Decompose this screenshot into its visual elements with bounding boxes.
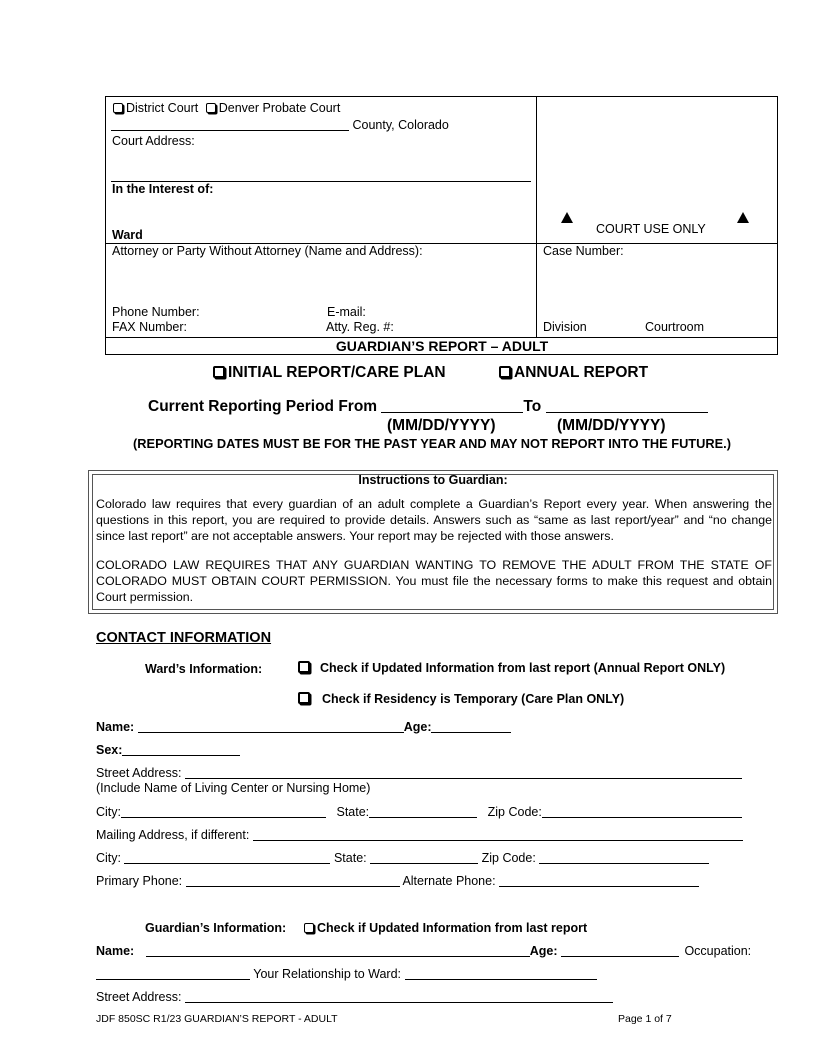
mailing-state-input[interactable] <box>370 851 478 864</box>
period-to-label: To <box>523 398 542 415</box>
case-number-label: Case Number: <box>543 244 624 258</box>
ward-street-label: Street Address: <box>96 766 182 780</box>
relationship-row <box>96 967 597 981</box>
initial-report-checkbox[interactable] <box>213 364 446 382</box>
guardian-name-label: Name: <box>96 944 135 958</box>
ward-city-label: City: <box>96 805 121 819</box>
fax-number-label: FAX Number: <box>112 320 188 334</box>
period-from-label: Current Reporting Period From <box>148 398 378 415</box>
court-use-only-label: COURT USE ONLY <box>596 222 706 236</box>
phone-number-label: Phone Number: <box>112 305 200 319</box>
guardian-age-input[interactable] <box>561 944 679 957</box>
ward-zip-input[interactable] <box>542 805 742 818</box>
ward-sex-input[interactable] <box>122 743 240 756</box>
ward-label: Ward <box>112 228 143 242</box>
ward-mailing-city-row <box>96 851 709 865</box>
ward-updated-label: Check if Updated Information from last report (Annual Report ONLY) <box>320 661 726 675</box>
atty-reg-label: Atty. Reg. #: <box>326 320 394 334</box>
guardians-info-label: Guardian’s Information: <box>145 921 287 935</box>
courtroom-label: Courtroom <box>645 320 705 334</box>
ward-city-input[interactable] <box>121 805 326 818</box>
to-date-format: (MM/DD/YYYY) <box>557 417 666 434</box>
guardian-updated-checkbox[interactable] <box>304 921 587 935</box>
footer-page-number: Page 1 of 7 <box>618 1013 672 1025</box>
triangle-up-icon <box>737 212 749 223</box>
ward-phone-row <box>96 874 699 888</box>
mailing-zip-input[interactable] <box>539 851 709 864</box>
occupation-label: Occupation: <box>684 944 752 958</box>
division-label: Division <box>543 320 587 334</box>
ward-city-row <box>96 805 742 819</box>
ward-mailing-label: Mailing Address, if different: <box>96 828 250 842</box>
county-blank[interactable] <box>111 118 349 131</box>
include-name-note: (Include Name of Living Center or Nursing Home) <box>96 781 371 795</box>
residency-temporary-checkbox[interactable] <box>298 692 624 706</box>
relationship-label: Your Relationship to Ward: <box>253 967 402 981</box>
primary-phone-input[interactable] <box>186 874 400 887</box>
triangle-up-icon <box>561 212 573 223</box>
checkbox-icon <box>213 366 225 378</box>
mailing-city-input[interactable] <box>124 851 330 864</box>
county-field[interactable] <box>111 118 449 132</box>
court-type-options <box>113 101 340 115</box>
form-title: GUARDIAN’S REPORT – ADULT <box>335 338 549 354</box>
instructions-para1: Colorado law requires that every guardian of an adult complete a Guardian’s Report every year. When answering the questions in this report, you are required to provide details. Answers such as “same as last report/year” and “no change since last report” are not acceptable answers. Your report may be rejected with those answers. <box>96 497 772 543</box>
ward-zip-label: Zip Code: <box>487 805 542 819</box>
wards-info-label: Ward’s Information: <box>145 662 263 676</box>
primary-phone-label: Primary Phone: <box>96 874 183 888</box>
ward-age-input[interactable] <box>431 720 511 733</box>
checkbox-icon <box>298 661 310 673</box>
instructions-para2: COLORADO LAW REQUIRES THAT ANY GUARDIAN WANTING TO REMOVE THE ADULT FROM THE STATE OF COLORADO MUST OBTAIN COURT PERMISSION. You must file the necessary forms to make this request and obtain Court permission. <box>96 558 772 604</box>
district-court-label: District Court <box>126 101 199 115</box>
email-label: E-mail: <box>327 305 366 319</box>
ward-street-input[interactable] <box>185 766 742 779</box>
in-the-interest-of-label: In the Interest of: <box>112 182 214 196</box>
residency-temporary-label: Check if Residency is Temporary (Care Plan ONLY) <box>322 692 625 706</box>
reporting-period-row <box>148 398 708 416</box>
ward-state-input[interactable] <box>369 805 477 818</box>
period-note: (REPORTING DATES MUST BE FOR THE PAST YEAR AND MAY NOT REPORT INTO THE FUTURE.) <box>133 436 731 451</box>
from-date-format: (MM/DD/YYYY) <box>387 417 496 434</box>
denver-probate-label: Denver Probate Court <box>218 101 341 115</box>
contact-heading: CONTACT INFORMATION <box>96 630 272 646</box>
alternate-phone-input[interactable] <box>499 874 699 887</box>
checkbox-icon <box>206 103 216 113</box>
checkbox-icon <box>113 103 123 113</box>
mailing-state-label: State: <box>333 851 367 865</box>
relationship-input[interactable] <box>405 967 597 980</box>
period-to-input[interactable] <box>546 398 708 413</box>
denver-probate-checkbox[interactable] <box>206 101 341 115</box>
alternate-phone-label: Alternate Phone: <box>402 874 496 888</box>
ward-updated-checkbox[interactable] <box>298 661 725 675</box>
period-from-input[interactable] <box>381 398 523 413</box>
ward-state-label: State: <box>336 805 370 819</box>
ward-mailing-row <box>96 828 743 842</box>
caption-divider <box>536 96 537 337</box>
county-label: County, Colorado <box>352 118 449 132</box>
attorney-label: Attorney or Party Without Attorney (Name and Address): <box>112 244 423 258</box>
mailing-zip-label: Zip Code: <box>481 851 536 865</box>
initial-report-label: INITIAL REPORT/CARE PLAN <box>228 364 446 381</box>
ward-name-label: Name: <box>96 720 135 734</box>
footer-form-id: JDF 850SC R1/23 GUARDIAN’S REPORT - ADULT <box>96 1013 338 1025</box>
district-court-checkbox[interactable] <box>113 101 198 115</box>
ward-sex-label: Sex: <box>96 743 123 757</box>
ward-street-row <box>96 766 742 780</box>
ward-name-row <box>96 720 511 734</box>
guardian-name-row <box>96 944 751 958</box>
guardian-updated-label: Check if Updated Information from last report <box>317 921 588 935</box>
ward-sex-row <box>96 743 240 757</box>
guardian-street-label: Street Address: <box>96 990 182 1004</box>
guardian-street-input[interactable] <box>185 990 613 1003</box>
checkbox-icon <box>298 692 310 704</box>
checkbox-icon <box>499 366 511 378</box>
guardian-street-row <box>96 990 613 1004</box>
ward-mailing-input[interactable] <box>253 828 743 841</box>
instructions-title: Instructions to Guardian: <box>358 473 508 487</box>
checkbox-icon <box>304 923 314 933</box>
annual-report-checkbox[interactable] <box>499 364 648 382</box>
occupation-input[interactable] <box>96 967 250 980</box>
ward-age-label: Age: <box>403 720 432 734</box>
guardian-name-input[interactable] <box>146 944 530 957</box>
court-address-label: Court Address: <box>112 134 195 148</box>
guardian-age-label: Age: <box>529 944 558 958</box>
mailing-city-label: City: <box>96 851 121 865</box>
ward-name-input[interactable] <box>138 720 404 733</box>
annual-report-label: ANNUAL REPORT <box>514 364 649 381</box>
